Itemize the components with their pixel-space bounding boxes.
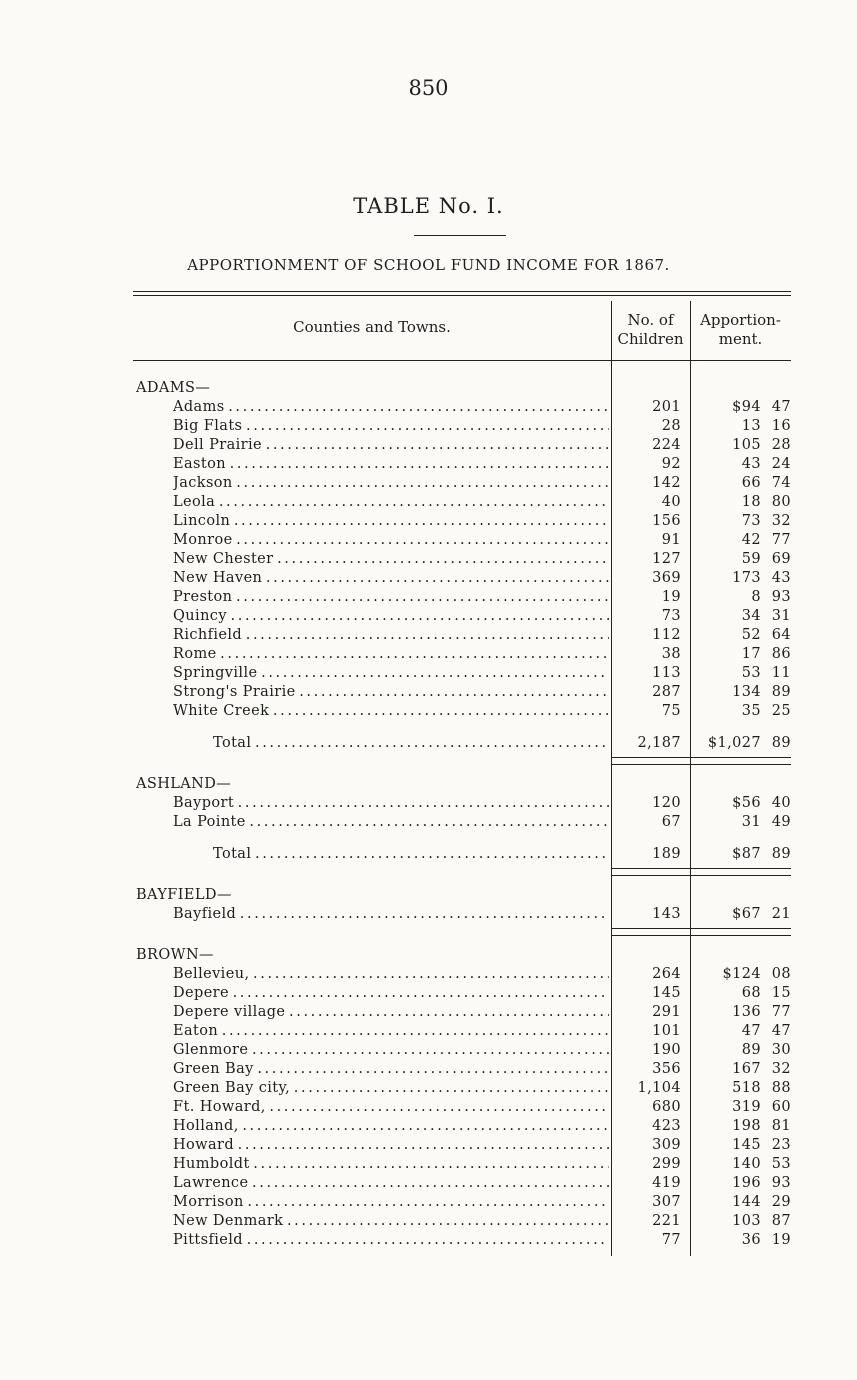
apportionment-cents: 49 <box>771 814 791 830</box>
town-name: Dell Prairie . . . <box>173 436 609 455</box>
town-name: Monroe . . . <box>173 531 609 550</box>
total-cents: 89 <box>771 846 791 862</box>
town-name: Green Bay city, . . . <box>173 1079 609 1098</box>
apportionment-dollars: $56 <box>732 795 761 811</box>
town-name: Bellevieu, . . . <box>173 965 609 984</box>
children-count: 28 <box>661 418 681 434</box>
table-row <box>133 984 791 1003</box>
table-row <box>133 1060 791 1079</box>
total-row-adams <box>133 734 791 753</box>
town-name: Humboldt . . . <box>173 1155 609 1174</box>
header-apportionment-line2: ment. <box>718 330 763 348</box>
apportionment-dollars: 145 <box>732 1137 761 1153</box>
town-name: Depere village . . . <box>173 1003 609 1022</box>
children-count: 264 <box>652 966 681 982</box>
apportionment-dollars: 18 <box>741 494 761 510</box>
apportionment-dollars: 47 <box>741 1023 761 1039</box>
table-row <box>133 531 791 550</box>
children-count: 369 <box>652 570 681 586</box>
town-name: Green Bay . . . <box>173 1060 609 1079</box>
children-count: 75 <box>661 703 681 719</box>
apportionment-cents: 87 <box>771 1213 791 1229</box>
children-count: 127 <box>652 551 681 567</box>
table-title: TABLE No. I. <box>353 194 504 218</box>
apportionment-cents: 69 <box>771 551 791 567</box>
table-body <box>133 379 791 1250</box>
apportionment-cents: 89 <box>771 684 791 700</box>
county-name: BROWN— <box>136 947 214 963</box>
children-count: 38 <box>661 646 681 662</box>
town-name: White Creek . . . <box>173 702 609 721</box>
table-row <box>133 1041 791 1060</box>
apportionment-dollars: 31 <box>741 814 761 830</box>
header-children-line2: Children <box>617 330 684 348</box>
apportionment-cents: 47 <box>771 1023 791 1039</box>
apportionment-dollars: 144 <box>732 1194 761 1210</box>
table-row <box>133 569 791 588</box>
table-row <box>133 794 791 813</box>
table-row <box>133 1155 791 1174</box>
section-rule <box>611 928 791 936</box>
total-cents: 89 <box>771 735 791 751</box>
children-count: 112 <box>652 627 681 643</box>
apportionment-dollars: 8 <box>751 589 761 605</box>
table-row <box>133 550 791 569</box>
top-rule <box>133 291 791 292</box>
apportionment-cents: 32 <box>771 1061 791 1077</box>
total-dollars: $87 <box>732 846 761 862</box>
children-count: 309 <box>652 1137 681 1153</box>
brown-town-rows <box>133 965 791 1250</box>
apportionment-table <box>133 291 791 1256</box>
children-count: 680 <box>652 1099 681 1115</box>
apportionment-cents: 21 <box>771 906 791 922</box>
town-name: Howard . . . <box>173 1136 609 1155</box>
apportionment-cents: 81 <box>771 1118 791 1134</box>
children-count: 224 <box>652 437 681 453</box>
table-row <box>133 664 791 683</box>
children-count: 299 <box>652 1156 681 1172</box>
apportionment-dollars: 34 <box>741 608 761 624</box>
children-count: 1,104 <box>637 1080 681 1096</box>
section-rule <box>611 868 791 876</box>
apportionment-dollars: $67 <box>732 906 761 922</box>
table-row <box>133 1136 791 1155</box>
apportionment-cents: 64 <box>771 627 791 643</box>
town-name: Quincy . . . <box>173 607 609 626</box>
apportionment-cents: 11 <box>771 665 791 681</box>
apportionment-cents: 16 <box>771 418 791 434</box>
apportionment-dollars: 52 <box>741 627 761 643</box>
page-number: 850 <box>408 76 449 100</box>
apportionment-dollars: 89 <box>741 1042 761 1058</box>
children-count: 145 <box>652 985 681 1001</box>
table-row <box>133 702 791 721</box>
apportionment-dollars: 518 <box>732 1080 761 1096</box>
children-count: 40 <box>661 494 681 510</box>
table-row <box>133 607 791 626</box>
town-name: Leola . . . <box>173 493 609 512</box>
children-count: 77 <box>661 1232 681 1248</box>
table-row <box>133 1079 791 1098</box>
children-count: 92 <box>661 456 681 472</box>
children-count: 142 <box>652 475 681 491</box>
apportionment-dollars: 42 <box>741 532 761 548</box>
apportionment-dollars: $124 <box>722 966 761 982</box>
children-count: 101 <box>652 1023 681 1039</box>
apportionment-cents: 24 <box>771 456 791 472</box>
apportionment-cents: 15 <box>771 985 791 1001</box>
apportionment-cents: 29 <box>771 1194 791 1210</box>
apportionment-dollars: 198 <box>732 1118 761 1134</box>
apportionment-cents: 93 <box>771 1175 791 1191</box>
town-name: Bayfield . . . <box>173 905 609 924</box>
town-name: Rome . . . <box>173 645 609 664</box>
table-row <box>133 1022 791 1041</box>
apportionment-dollars: 66 <box>741 475 761 491</box>
total-children: 2,187 <box>637 735 681 751</box>
town-name: Bayport . . . <box>173 794 609 813</box>
apportionment-cents: 32 <box>771 513 791 529</box>
children-count: 190 <box>652 1042 681 1058</box>
table-row <box>133 1231 791 1250</box>
town-name: Richfield . . . <box>173 626 609 645</box>
town-name: Ft. Howard, . . . <box>173 1098 609 1117</box>
children-count: 67 <box>661 814 681 830</box>
table-row <box>133 474 791 493</box>
town-name: Morrison . . . <box>173 1193 609 1212</box>
town-name: Big Flats . . . <box>173 417 609 436</box>
apportionment-dollars: 43 <box>741 456 761 472</box>
county-name: ASHLAND— <box>136 776 232 792</box>
town-name: Preston . . . <box>173 588 609 607</box>
table-row <box>133 1098 791 1117</box>
town-name: Pittsfield . . . <box>173 1231 609 1250</box>
town-name: New Haven . . . <box>173 569 609 588</box>
children-count: 73 <box>661 608 681 624</box>
children-count: 120 <box>652 795 681 811</box>
town-name: Springville . . . <box>173 664 609 683</box>
apportionment-cents: 23 <box>771 1137 791 1153</box>
apportionment-dollars: 167 <box>732 1061 761 1077</box>
header-rule <box>133 360 791 361</box>
apportionment-cents: 43 <box>771 570 791 586</box>
children-count: 419 <box>652 1175 681 1191</box>
table-row <box>133 1003 791 1022</box>
ashland-town-rows <box>133 794 791 832</box>
adams-town-rows <box>133 398 791 721</box>
county-heading-adams <box>133 379 791 398</box>
apportionment-cents: 30 <box>771 1042 791 1058</box>
children-count: 113 <box>652 665 681 681</box>
table-row <box>133 417 791 436</box>
apportionment-dollars: 105 <box>732 437 761 453</box>
total-label: Total . . . <box>213 734 609 753</box>
county-name: BAYFIELD— <box>136 887 232 903</box>
apportionment-dollars: 319 <box>732 1099 761 1115</box>
table-row <box>133 1174 791 1193</box>
county-name: ADAMS— <box>136 380 211 396</box>
total-label: Total . . . <box>213 845 609 864</box>
table-row <box>133 512 791 531</box>
top-rule-inner <box>133 295 791 296</box>
apportionment-cents: 88 <box>771 1080 791 1096</box>
apportionment-cents: 25 <box>771 703 791 719</box>
table-row <box>133 588 791 607</box>
table-row <box>133 965 791 984</box>
county-heading-ashland <box>133 775 791 794</box>
table-subtitle: APPORTIONMENT OF SCHOOL FUND INCOME FOR 1867. <box>187 256 670 274</box>
apportionment-cents: 86 <box>771 646 791 662</box>
table-row <box>133 1212 791 1231</box>
apportionment-dollars: 36 <box>741 1232 761 1248</box>
table-row <box>133 905 791 924</box>
town-name: New Chester . . . <box>173 550 609 569</box>
apportionment-dollars: 103 <box>732 1213 761 1229</box>
header-children-line1: No. of <box>627 311 674 329</box>
apportionment-cents: 08 <box>771 966 791 982</box>
children-count: 19 <box>661 589 681 605</box>
town-name: Lawrence . . . <box>173 1174 609 1193</box>
apportionment-dollars: 173 <box>732 570 761 586</box>
county-heading-brown <box>133 946 791 965</box>
town-name: Glenmore . . . <box>173 1041 609 1060</box>
children-count: 91 <box>661 532 681 548</box>
apportionment-dollars: $94 <box>732 399 761 415</box>
apportionment-dollars: 140 <box>732 1156 761 1172</box>
table-row <box>133 683 791 702</box>
children-count: 307 <box>652 1194 681 1210</box>
title-rule <box>414 235 506 236</box>
apportionment-cents: 60 <box>771 1099 791 1115</box>
apportionment-cents: 28 <box>771 437 791 453</box>
apportionment-dollars: 196 <box>732 1175 761 1191</box>
apportionment-cents: 19 <box>771 1232 791 1248</box>
section-rule <box>611 757 791 765</box>
town-name: Holland, . . . <box>173 1117 609 1136</box>
town-name: La Pointe . . . <box>173 813 609 832</box>
apportionment-cents: 74 <box>771 475 791 491</box>
town-name: Eaton . . . <box>173 1022 609 1041</box>
apportionment-cents: 47 <box>771 399 791 415</box>
table-row <box>133 398 791 417</box>
town-name: Depere . . . <box>173 984 609 1003</box>
apportionment-dollars: 35 <box>741 703 761 719</box>
children-count: 221 <box>652 1213 681 1229</box>
town-name: New Denmark . . . <box>173 1212 609 1231</box>
total-dollars: $1,027 <box>707 735 761 751</box>
apportionment-cents: 80 <box>771 494 791 510</box>
total-children: 189 <box>652 846 681 862</box>
table-row <box>133 626 791 645</box>
apportionment-cents: 93 <box>771 589 791 605</box>
town-name: Adams . . . <box>173 398 609 417</box>
apportionment-cents: 77 <box>771 532 791 548</box>
apportionment-dollars: 13 <box>741 418 761 434</box>
county-heading-bayfield <box>133 886 791 905</box>
table-row <box>133 813 791 832</box>
table-row <box>133 645 791 664</box>
apportionment-dollars: 73 <box>741 513 761 529</box>
children-count: 291 <box>652 1004 681 1020</box>
children-count: 287 <box>652 684 681 700</box>
table-row <box>133 455 791 474</box>
town-name: Lincoln . . . <box>173 512 609 531</box>
apportionment-dollars: 53 <box>741 665 761 681</box>
header-counties: Counties and Towns. <box>293 318 451 336</box>
apportionment-cents: 53 <box>771 1156 791 1172</box>
children-count: 356 <box>652 1061 681 1077</box>
table-row <box>133 1117 791 1136</box>
table-row <box>133 436 791 455</box>
bayfield-town-rows <box>133 905 791 924</box>
table-row <box>133 493 791 512</box>
children-count: 143 <box>652 906 681 922</box>
apportionment-cents: 40 <box>771 795 791 811</box>
children-count: 156 <box>652 513 681 529</box>
total-row-ashland <box>133 845 791 864</box>
apportionment-dollars: 17 <box>741 646 761 662</box>
apportionment-dollars: 59 <box>741 551 761 567</box>
town-name: Easton . . . <box>173 455 609 474</box>
header-apportionment-line1: Apportion- <box>700 311 781 329</box>
table-row <box>133 1193 791 1212</box>
town-name: Jackson . . . <box>173 474 609 493</box>
children-count: 423 <box>652 1118 681 1134</box>
apportionment-cents: 77 <box>771 1004 791 1020</box>
apportionment-cents: 31 <box>771 608 791 624</box>
town-name: Strong's Prairie . . . <box>173 683 609 702</box>
apportionment-dollars: 134 <box>732 684 761 700</box>
children-count: 201 <box>652 399 681 415</box>
apportionment-dollars: 136 <box>732 1004 761 1020</box>
apportionment-dollars: 68 <box>741 985 761 1001</box>
